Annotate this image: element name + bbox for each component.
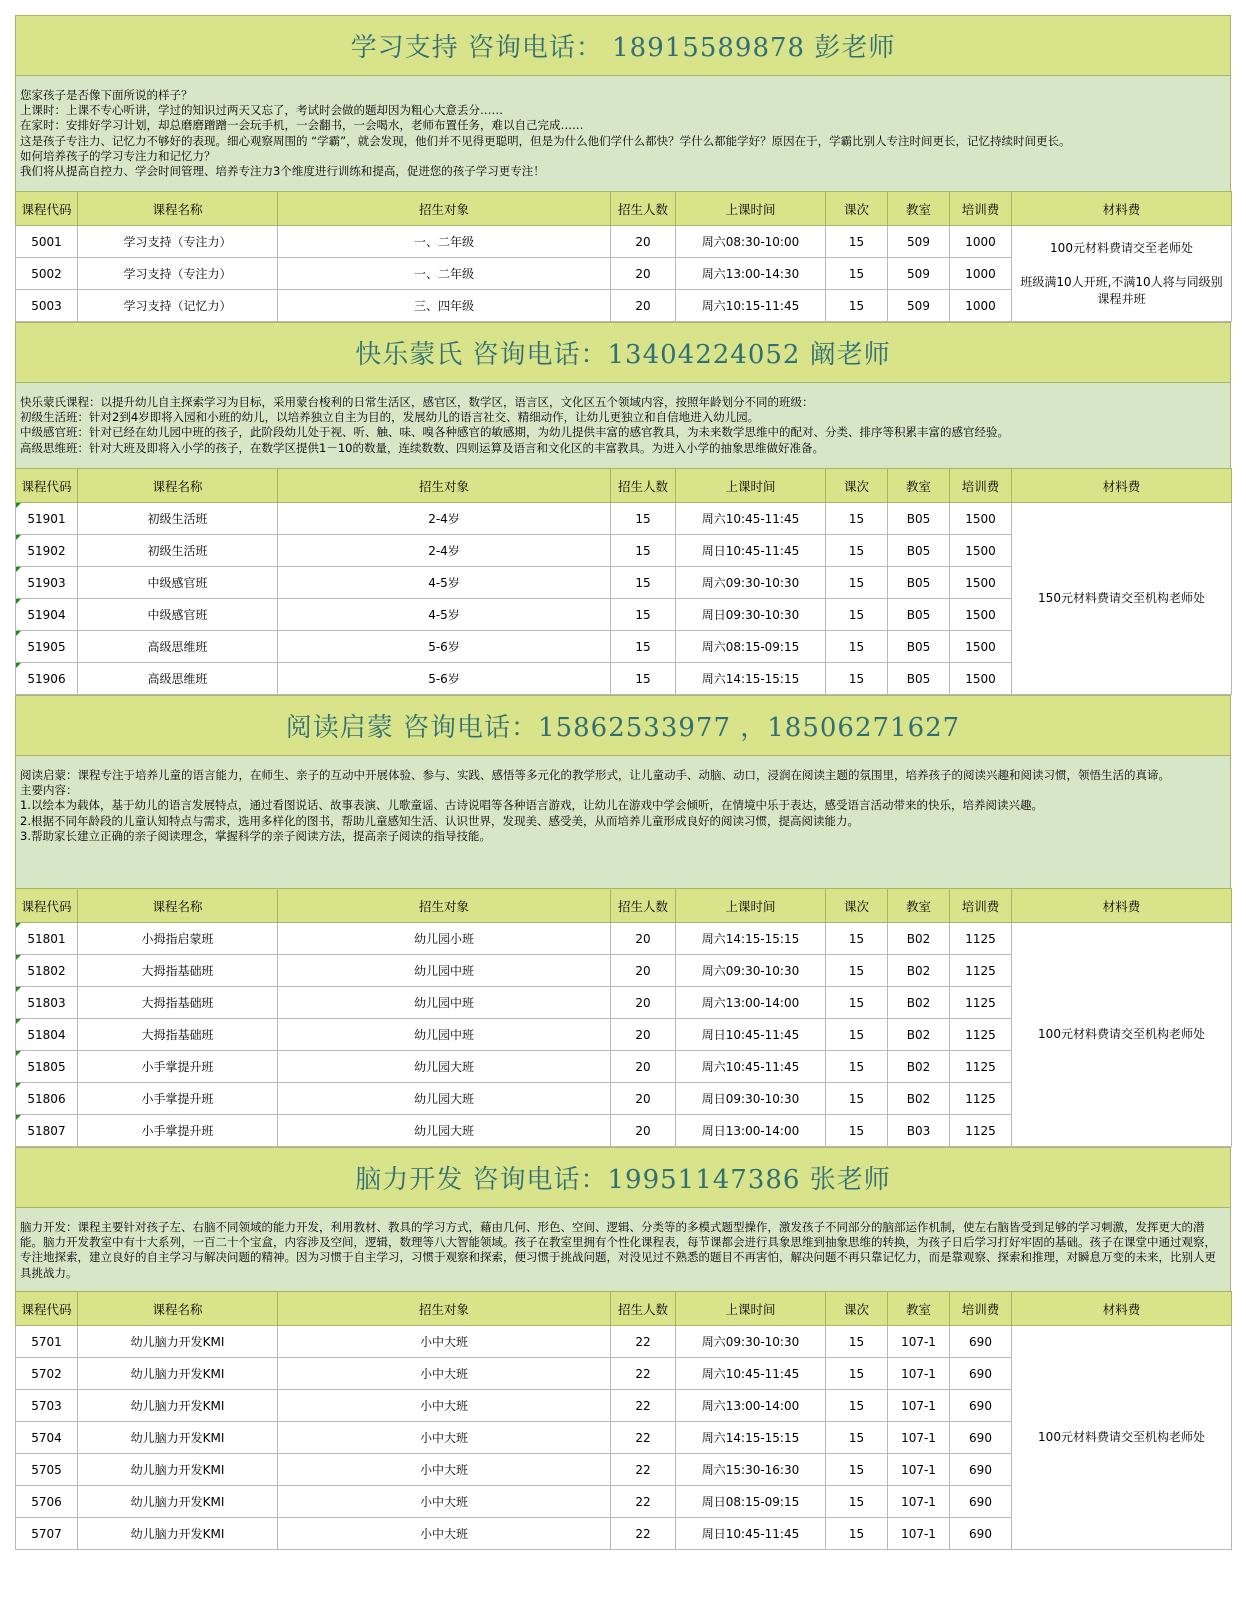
class-time-cell: 周六13:00-14:30 <box>676 258 826 290</box>
sessions-cell: 15 <box>826 1390 888 1422</box>
enrollment-cell: 20 <box>611 258 676 290</box>
enrollment-cell: 15 <box>611 663 676 695</box>
column-header-course-name: 课程名称 <box>78 469 278 503</box>
course-code-cell: 5705 <box>16 1454 78 1486</box>
target-students-cell: 幼儿园中班 <box>278 955 611 987</box>
enrollment-cell: 20 <box>611 226 676 258</box>
course-name-cell: 幼儿脑力开发KMI <box>78 1518 278 1550</box>
course-code-cell: 51906 <box>16 663 78 695</box>
enrollment-cell: 15 <box>611 631 676 663</box>
section-title-brain-development: 脑力开发 咨询电话：19951147386 张老师 <box>15 1147 1231 1207</box>
tuition-cell: 690 <box>950 1390 1012 1422</box>
column-header-target-students: 招生对象 <box>278 469 611 503</box>
class-time-cell: 周日13:00-14:00 <box>676 1115 826 1147</box>
tuition-cell: 690 <box>950 1518 1012 1550</box>
column-header-enrollment: 招生人数 <box>611 1292 676 1326</box>
sessions-cell: 15 <box>826 923 888 955</box>
class-time-cell: 周六08:30-10:00 <box>676 226 826 258</box>
course-code-cell: 5002 <box>16 258 78 290</box>
column-header-tuition: 培训费 <box>950 889 1012 923</box>
course-schedule-sheet <box>15 15 1231 1550</box>
class-time-cell: 周六14:15-15:15 <box>676 1422 826 1454</box>
target-students-cell: 幼儿园大班 <box>278 1083 611 1115</box>
tuition-cell: 1000 <box>950 258 1012 290</box>
tuition-cell: 690 <box>950 1422 1012 1454</box>
target-students-cell: 小中大班 <box>278 1454 611 1486</box>
sessions-cell: 15 <box>826 1019 888 1051</box>
enrollment-cell: 22 <box>611 1326 676 1358</box>
course-code-cell: 51904 <box>16 599 78 631</box>
tuition-cell: 1125 <box>950 1115 1012 1147</box>
class-time-cell: 周日09:30-10:30 <box>676 599 826 631</box>
target-students-cell: 小中大班 <box>278 1358 611 1390</box>
column-header-tuition: 培训费 <box>950 1292 1012 1326</box>
sessions-cell: 15 <box>826 1326 888 1358</box>
column-header-enrollment: 招生人数 <box>611 889 676 923</box>
column-header-course-code: 课程代码 <box>16 469 78 503</box>
tuition-cell: 690 <box>950 1326 1012 1358</box>
sessions-cell: 15 <box>826 567 888 599</box>
classroom-cell: B05 <box>888 567 950 599</box>
section-description-study-support: 您家孩子是否像下面所说的样子？ 上课时：上课不专心听讲，学过的知识过两天又忘了，考试时会做的题却因为粗心大意丢分…… 在家时：安排好学习计划，却总磨磨蹭蹭一会玩手机，一会翻书，一会喝水，老师布置任务，难以自己完成…… 这是孩子专注力、记忆力不够好的表现。细心观察周围的 “学霸”，就会发现，他们并不见得更聪明，但是为什么他们学什么都快？学什么都能学好？原因在于，学霸比别人专注时间更长，记忆持续时间更长。 如何培养孩子的学习专注力和记忆力？ 我们将从提高自控力、学会时间管理、培养专注力3个维度进行训练和提高，促进您的孩子学习更专注！ <box>15 75 1231 191</box>
tuition-cell: 1500 <box>950 631 1012 663</box>
target-students-cell: 幼儿园小班 <box>278 923 611 955</box>
target-students-cell: 小中大班 <box>278 1486 611 1518</box>
course-code-cell: 51902 <box>16 535 78 567</box>
class-time-cell: 周六08:15-09:15 <box>676 631 826 663</box>
course-code-cell: 5706 <box>16 1486 78 1518</box>
table-header-row <box>16 469 1232 503</box>
tuition-cell: 1125 <box>950 1083 1012 1115</box>
enrollment-cell: 22 <box>611 1486 676 1518</box>
column-header-class-time: 上课时间 <box>676 1292 826 1326</box>
course-name-cell: 小手掌提升班 <box>78 1083 278 1115</box>
table-header-row <box>16 889 1232 923</box>
course-name-cell: 幼儿脑力开发KMI <box>78 1454 278 1486</box>
course-name-cell: 幼儿脑力开发KMI <box>78 1326 278 1358</box>
section-title-study-support: 学习支持 咨询电话： 18915589878 彭老师 <box>15 15 1231 75</box>
target-students-cell: 一、二年级 <box>278 258 611 290</box>
class-time-cell: 周日10:45-11:45 <box>676 1019 826 1051</box>
class-time-cell: 周六10:45-11:45 <box>676 1051 826 1083</box>
course-name-cell: 高级思维班 <box>78 631 278 663</box>
class-time-cell: 周六09:30-10:30 <box>676 1326 826 1358</box>
course-code-cell: 5702 <box>16 1358 78 1390</box>
table-header-row <box>16 1292 1232 1326</box>
classroom-cell: 107-1 <box>888 1518 950 1550</box>
enrollment-cell: 15 <box>611 567 676 599</box>
table-row <box>16 923 1232 955</box>
course-table-study-support <box>15 191 1232 322</box>
classroom-cell: B02 <box>888 955 950 987</box>
enrollment-cell: 22 <box>611 1422 676 1454</box>
course-table-brain-development <box>15 1291 1232 1550</box>
column-header-course-code: 课程代码 <box>16 192 78 226</box>
target-students-cell: 5-6岁 <box>278 663 611 695</box>
enrollment-cell: 20 <box>611 923 676 955</box>
target-students-cell: 小中大班 <box>278 1422 611 1454</box>
classroom-cell: 509 <box>888 226 950 258</box>
section-title-montessori: 快乐蒙氏 咨询电话：13404224052 阚老师 <box>15 322 1231 382</box>
course-code-cell: 51803 <box>16 987 78 1019</box>
column-header-enrollment: 招生人数 <box>611 469 676 503</box>
column-header-sessions: 课次 <box>826 469 888 503</box>
target-students-cell: 一、二年级 <box>278 226 611 258</box>
column-header-classroom: 教室 <box>888 469 950 503</box>
tuition-cell: 1000 <box>950 226 1012 258</box>
course-code-cell: 5707 <box>16 1518 78 1550</box>
sessions-cell: 15 <box>826 503 888 535</box>
classroom-cell: B05 <box>888 503 950 535</box>
enrollment-cell: 20 <box>611 1051 676 1083</box>
enrollment-cell: 20 <box>611 290 676 322</box>
course-code-cell: 51905 <box>16 631 78 663</box>
section-description-montessori: 快乐蒙氏课程：以提升幼儿自主探索学习为目标，采用蒙台梭利的日常生活区，感官区，数学区，语言区，文化区五个领域内容，按照年龄划分不同的班级： 初级生活班：针对2到4岁即将入园和小班的幼儿，以培养独立自主为目的，发展幼儿的语言社交、精细动作，让幼儿更独立和自信地进入幼儿园。 中级感官班：针对已经在幼儿园中班的孩子，此阶段幼儿处于视、听、触、味、嗅各种感官的敏感期，为幼儿提供丰富的感官教具，为未来数学思维中的配对、分类、排序等积累丰富的感官经验。 高级思维班：针对大班及即将入小学的孩子，在数学区提供1－10的数量，连续数数、四则运算及语言和文化区的丰富教具。为进入小学的抽象思维做好准备。 <box>15 382 1231 468</box>
course-code-cell: 5704 <box>16 1422 78 1454</box>
class-time-cell: 周日10:45-11:45 <box>676 1518 826 1550</box>
column-header-target-students: 招生对象 <box>278 1292 611 1326</box>
class-time-cell: 周六13:00-14:00 <box>676 987 826 1019</box>
column-header-class-time: 上课时间 <box>676 889 826 923</box>
column-header-course-code: 课程代码 <box>16 1292 78 1326</box>
course-name-cell: 幼儿脑力开发KMI <box>78 1422 278 1454</box>
tuition-cell: 1125 <box>950 1051 1012 1083</box>
enrollment-cell: 20 <box>611 1083 676 1115</box>
sessions-cell: 15 <box>826 663 888 695</box>
course-name-cell: 小拇指启蒙班 <box>78 923 278 955</box>
class-time-cell: 周六14:15-15:15 <box>676 663 826 695</box>
enrollment-cell: 22 <box>611 1518 676 1550</box>
tuition-cell: 690 <box>950 1486 1012 1518</box>
course-name-cell: 中级感官班 <box>78 599 278 631</box>
classroom-cell: 107-1 <box>888 1422 950 1454</box>
section-title-reading: 阅读启蒙 咨询电话：15862533977 ，18506271627 <box>15 695 1231 755</box>
column-header-material-fee: 材料费 <box>1012 192 1232 226</box>
sessions-cell: 15 <box>826 535 888 567</box>
class-time-cell: 周六14:15-15:15 <box>676 923 826 955</box>
sessions-cell: 15 <box>826 1083 888 1115</box>
tuition-cell: 690 <box>950 1454 1012 1486</box>
table-row <box>16 503 1232 535</box>
column-header-class-time: 上课时间 <box>676 469 826 503</box>
course-name-cell: 学习支持（记忆力） <box>78 290 278 322</box>
sessions-cell: 15 <box>826 1115 888 1147</box>
course-name-cell: 初级生活班 <box>78 503 278 535</box>
column-header-classroom: 教室 <box>888 889 950 923</box>
course-code-cell: 51807 <box>16 1115 78 1147</box>
enrollment-cell: 15 <box>611 535 676 567</box>
classroom-cell: B05 <box>888 535 950 567</box>
course-code-cell: 5701 <box>16 1326 78 1358</box>
column-header-course-code: 课程代码 <box>16 889 78 923</box>
tuition-cell: 1500 <box>950 663 1012 695</box>
tuition-cell: 1125 <box>950 987 1012 1019</box>
column-header-material-fee: 材料费 <box>1012 889 1232 923</box>
section-description-brain-development: 脑力开发：课程主要针对孩子左、右脑不同领域的能力开发，利用教材、教具的学习方式，藉由几何、形色、空间、逻辑、分类等的多模式题型操作，激发孩子不同部分的脑部运作机制，使左右脑皆受到足够的学习刺激，发挥更大的潜能。脑力开发教室中有十大系列，一百二十个宝盒，内容涉及空间，逻辑，数理等八大智能领域。孩子在教室里拥有个性化课程表，每节课都会进行具象思维到抽象思维的转换，为孩子日后学习打好牢固的基础。孩子在课堂中通过观察，专注地探索，建立良好的自主学习与解决问题的精神。因为习惯于自主学习，习惯于观察和探索，便习惯于挑战问题，对没见过不熟悉的题目不再害怕，解决问题不再只靠记忆力，而是靠观察、探索和推理，对瞬息万变的未来，比别人更具挑战力。 <box>15 1207 1231 1291</box>
target-students-cell: 幼儿园中班 <box>278 987 611 1019</box>
enrollment-cell: 15 <box>611 599 676 631</box>
classroom-cell: B02 <box>888 987 950 1019</box>
classroom-cell: B03 <box>888 1115 950 1147</box>
class-time-cell: 周六10:45-11:45 <box>676 1358 826 1390</box>
column-header-material-fee: 材料费 <box>1012 1292 1232 1326</box>
course-code-cell: 5001 <box>16 226 78 258</box>
sessions-cell: 15 <box>826 1422 888 1454</box>
classroom-cell: B02 <box>888 1051 950 1083</box>
course-name-cell: 大拇指基础班 <box>78 987 278 1019</box>
course-table-montessori <box>15 468 1232 695</box>
material-fee-cell: 100元材料费请交至老师处 班级满10人开班,不满10人将与同级别课程并班 <box>1012 226 1232 322</box>
enrollment-cell: 20 <box>611 1115 676 1147</box>
column-header-sessions: 课次 <box>826 889 888 923</box>
sessions-cell: 15 <box>826 631 888 663</box>
classroom-cell: B05 <box>888 599 950 631</box>
table-row <box>16 226 1232 258</box>
classroom-cell: B02 <box>888 923 950 955</box>
course-name-cell: 幼儿脑力开发KMI <box>78 1358 278 1390</box>
classroom-cell: 107-1 <box>888 1326 950 1358</box>
column-header-class-time: 上课时间 <box>676 192 826 226</box>
class-time-cell: 周六09:30-10:30 <box>676 567 826 599</box>
classroom-cell: 107-1 <box>888 1454 950 1486</box>
target-students-cell: 5-6岁 <box>278 631 611 663</box>
classroom-cell: 107-1 <box>888 1486 950 1518</box>
classroom-cell: 107-1 <box>888 1390 950 1422</box>
target-students-cell: 小中大班 <box>278 1518 611 1550</box>
course-name-cell: 小手掌提升班 <box>78 1051 278 1083</box>
column-header-course-name: 课程名称 <box>78 889 278 923</box>
class-time-cell: 周六09:30-10:30 <box>676 955 826 987</box>
tuition-cell: 1125 <box>950 955 1012 987</box>
course-name-cell: 高级思维班 <box>78 663 278 695</box>
sessions-cell: 15 <box>826 987 888 1019</box>
column-header-sessions: 课次 <box>826 1292 888 1326</box>
enrollment-cell: 20 <box>611 987 676 1019</box>
tuition-cell: 1000 <box>950 290 1012 322</box>
target-students-cell: 三、四年级 <box>278 290 611 322</box>
tuition-cell: 690 <box>950 1358 1012 1390</box>
classroom-cell: 107-1 <box>888 1358 950 1390</box>
classroom-cell: B02 <box>888 1083 950 1115</box>
sessions-cell: 15 <box>826 1358 888 1390</box>
tuition-cell: 1500 <box>950 535 1012 567</box>
sessions-cell: 15 <box>826 1486 888 1518</box>
column-header-target-students: 招生对象 <box>278 192 611 226</box>
enrollment-cell: 20 <box>611 955 676 987</box>
enrollment-cell: 22 <box>611 1390 676 1422</box>
table-row <box>16 1326 1232 1358</box>
tuition-cell: 1125 <box>950 1019 1012 1051</box>
course-code-cell: 51901 <box>16 503 78 535</box>
course-name-cell: 大拇指基础班 <box>78 955 278 987</box>
tuition-cell: 1500 <box>950 599 1012 631</box>
column-header-tuition: 培训费 <box>950 469 1012 503</box>
course-name-cell: 大拇指基础班 <box>78 1019 278 1051</box>
tuition-cell: 1500 <box>950 503 1012 535</box>
enrollment-cell: 22 <box>611 1358 676 1390</box>
course-name-cell: 初级生活班 <box>78 535 278 567</box>
column-header-material-fee: 材料费 <box>1012 469 1232 503</box>
course-name-cell: 学习支持（专注力） <box>78 258 278 290</box>
enrollment-cell: 22 <box>611 1454 676 1486</box>
material-fee-cell: 100元材料费请交至机构老师处 <box>1012 1326 1232 1550</box>
course-table-reading <box>15 888 1232 1147</box>
class-time-cell: 周日10:45-11:45 <box>676 535 826 567</box>
course-name-cell: 小手掌提升班 <box>78 1115 278 1147</box>
class-time-cell: 周六15:30-16:30 <box>676 1454 826 1486</box>
sessions-cell: 15 <box>826 226 888 258</box>
column-header-enrollment: 招生人数 <box>611 192 676 226</box>
sessions-cell: 15 <box>826 955 888 987</box>
class-time-cell: 周六10:45-11:45 <box>676 503 826 535</box>
material-fee-cell: 150元材料费请交至机构老师处 <box>1012 503 1232 695</box>
column-header-course-name: 课程名称 <box>78 1292 278 1326</box>
classroom-cell: B05 <box>888 631 950 663</box>
target-students-cell: 小中大班 <box>278 1326 611 1358</box>
classroom-cell: B02 <box>888 1019 950 1051</box>
target-students-cell: 2-4岁 <box>278 503 611 535</box>
classroom-cell: 509 <box>888 290 950 322</box>
class-time-cell: 周六13:00-14:00 <box>676 1390 826 1422</box>
sessions-cell: 15 <box>826 1051 888 1083</box>
target-students-cell: 幼儿园中班 <box>278 1019 611 1051</box>
class-time-cell: 周日08:15-09:15 <box>676 1486 826 1518</box>
enrollment-cell: 15 <box>611 503 676 535</box>
section-description-reading: 阅读启蒙：课程专注于培养儿童的语言能力，在师生、亲子的互动中开展体验、参与、实践、感悟等多元化的教学形式，让儿童动手、动脑、动口，浸润在阅读主题的氛围里，培养孩子的阅读兴趣和阅读习惯，领悟生活的真谛。 主要内容： 1.以绘本为载体，基于幼儿的语言发展特点，通过看图说话、故事表演、儿歌童谣、古诗说唱等各种语言游戏，让幼儿在游戏中学会倾听，在情境中乐于表达，感受语言活动带来的快乐，培养阅读兴趣。 2.根据不同年龄段的儿童认知特点与需求，选用多样化的图书，帮助儿童感知生活、认识世界，发现美、感受美，从而培养儿童形成良好的阅读习惯，提高阅读能力。 3.帮助家长建立正确的亲子阅读理念，掌握科学的亲子阅读方法，提高亲子阅读的指导技能。 <box>15 755 1231 888</box>
classroom-cell: B05 <box>888 663 950 695</box>
table-header-row <box>16 192 1232 226</box>
material-fee-cell: 100元材料费请交至机构老师处 <box>1012 923 1232 1147</box>
sessions-cell: 15 <box>826 258 888 290</box>
tuition-cell: 1125 <box>950 923 1012 955</box>
course-code-cell: 5003 <box>16 290 78 322</box>
tuition-cell: 1500 <box>950 567 1012 599</box>
target-students-cell: 小中大班 <box>278 1390 611 1422</box>
enrollment-cell: 20 <box>611 1019 676 1051</box>
course-name-cell: 中级感官班 <box>78 567 278 599</box>
target-students-cell: 4-5岁 <box>278 567 611 599</box>
column-header-course-name: 课程名称 <box>78 192 278 226</box>
class-time-cell: 周六10:15-11:45 <box>676 290 826 322</box>
course-name-cell: 幼儿脑力开发KMI <box>78 1486 278 1518</box>
target-students-cell: 2-4岁 <box>278 535 611 567</box>
column-header-sessions: 课次 <box>826 192 888 226</box>
target-students-cell: 幼儿园大班 <box>278 1115 611 1147</box>
course-code-cell: 51802 <box>16 955 78 987</box>
course-name-cell: 学习支持（专注力） <box>78 226 278 258</box>
course-code-cell: 51804 <box>16 1019 78 1051</box>
course-code-cell: 5703 <box>16 1390 78 1422</box>
column-header-target-students: 招生对象 <box>278 889 611 923</box>
classroom-cell: 509 <box>888 258 950 290</box>
sessions-cell: 15 <box>826 1454 888 1486</box>
sessions-cell: 15 <box>826 290 888 322</box>
column-header-classroom: 教室 <box>888 1292 950 1326</box>
target-students-cell: 4-5岁 <box>278 599 611 631</box>
course-name-cell: 幼儿脑力开发KMI <box>78 1390 278 1422</box>
course-code-cell: 51806 <box>16 1083 78 1115</box>
course-code-cell: 51903 <box>16 567 78 599</box>
course-code-cell: 51801 <box>16 923 78 955</box>
column-header-tuition: 培训费 <box>950 192 1012 226</box>
target-students-cell: 幼儿园大班 <box>278 1051 611 1083</box>
sessions-cell: 15 <box>826 1518 888 1550</box>
course-code-cell: 51805 <box>16 1051 78 1083</box>
column-header-classroom: 教室 <box>888 192 950 226</box>
sessions-cell: 15 <box>826 599 888 631</box>
class-time-cell: 周日09:30-10:30 <box>676 1083 826 1115</box>
